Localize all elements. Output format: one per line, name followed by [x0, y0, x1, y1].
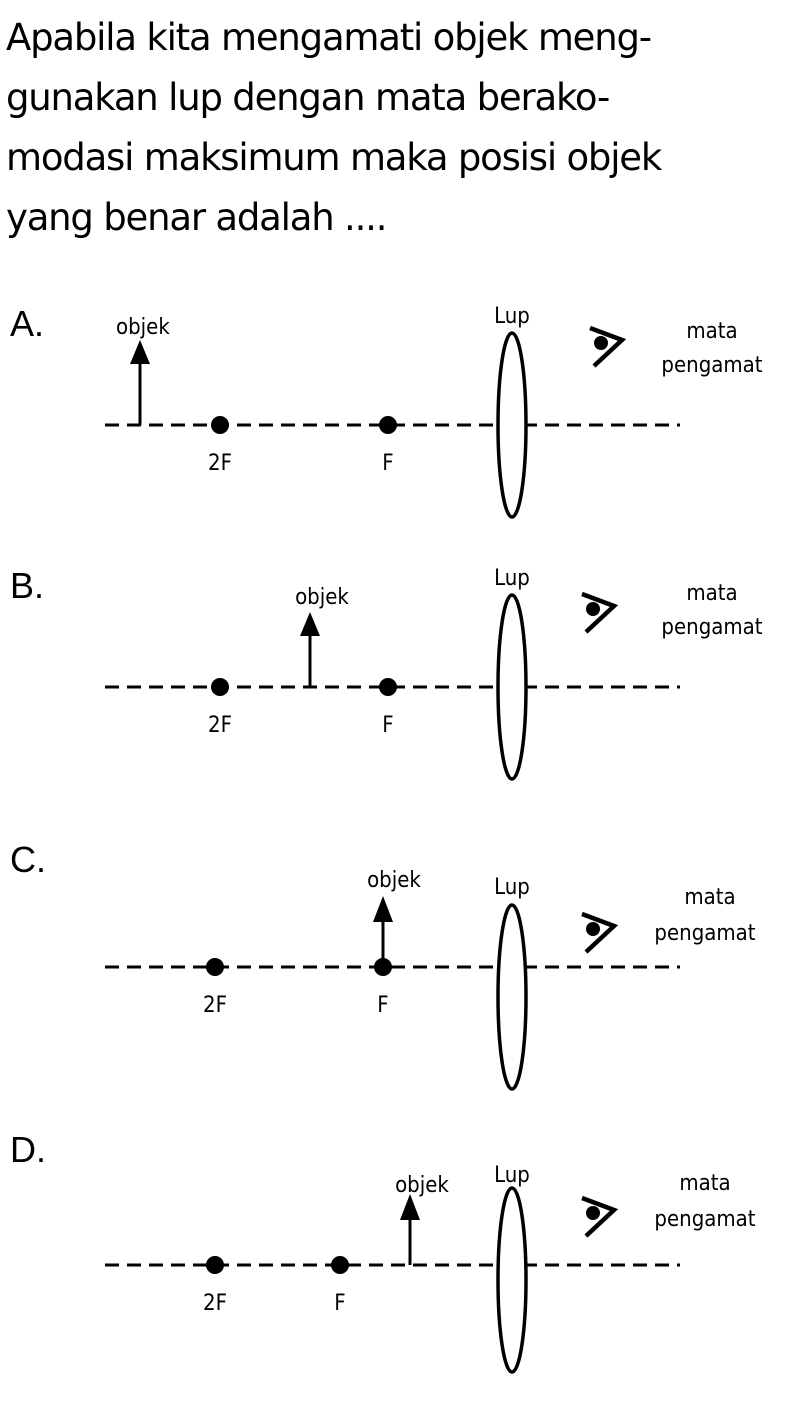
option-letter: D. — [10, 1129, 46, 1170]
focus-2f-point — [211, 416, 229, 434]
focus-2f-label: 2F — [208, 713, 232, 738]
focus-2f-label: 2F — [208, 451, 232, 476]
eye-label-line2: pengamat — [654, 1207, 756, 1232]
eye-icon — [590, 328, 622, 366]
option-a — [0, 290, 800, 570]
diagram-b — [0, 552, 800, 802]
eye-label-line2: pengamat — [654, 921, 756, 946]
lens-label: Lup — [494, 566, 530, 591]
eye-label-line2: pengamat — [661, 615, 763, 640]
lens-label: Lup — [494, 1163, 530, 1188]
focus-f-label: F — [334, 1291, 346, 1316]
focus-2f-point — [206, 1256, 224, 1274]
eye-icon — [582, 914, 614, 952]
object-label: objek — [367, 868, 421, 893]
question-line: gunakan lup dengan mata berako- — [6, 76, 610, 119]
eye-icon — [582, 1198, 614, 1236]
object-label: objek — [395, 1173, 449, 1198]
eye-label-line2: pengamat — [661, 353, 763, 378]
option-d — [0, 1130, 800, 1410]
focus-f-point — [379, 416, 397, 434]
focus-2f-label: 2F — [203, 1291, 227, 1316]
eye-label-line1: mata — [686, 319, 738, 344]
diagram-c — [0, 832, 800, 1082]
object-label: objek — [295, 585, 349, 610]
option-c — [0, 832, 800, 1112]
object-arrow — [130, 340, 150, 425]
question-line: Apabila kita mengamati objek meng- — [6, 16, 651, 59]
lens — [498, 1188, 526, 1372]
option-letter: C. — [10, 839, 46, 880]
focus-f-point — [331, 1256, 349, 1274]
lens — [498, 595, 526, 779]
focus-f-label: F — [377, 993, 389, 1018]
focus-2f-point — [206, 958, 224, 976]
lens — [498, 905, 526, 1089]
option-b — [0, 552, 800, 832]
focus-f-label: F — [382, 451, 394, 476]
focus-f-point — [379, 678, 397, 696]
option-letter: A. — [10, 303, 45, 344]
focus-2f-label: 2F — [203, 993, 227, 1018]
lens — [498, 333, 526, 517]
lens-label: Lup — [494, 875, 530, 900]
focus-f-label: F — [382, 713, 394, 738]
eye-label-line1: mata — [684, 885, 736, 910]
object-label: objek — [116, 315, 170, 340]
object-arrow — [300, 612, 320, 687]
eye-label-line1: mata — [686, 581, 738, 606]
question-line: yang benar adalah .... — [6, 196, 387, 239]
eye-label-line1: mata — [679, 1171, 731, 1196]
focus-2f-point — [211, 678, 229, 696]
diagram-a — [0, 290, 800, 540]
option-letter: B. — [10, 565, 45, 606]
lens-label: Lup — [494, 304, 530, 329]
question-line: modasi maksimum maka posisi objek — [6, 136, 662, 179]
question-text — [6, 8, 796, 248]
diagram-d — [0, 1130, 800, 1400]
eye-icon — [582, 594, 614, 632]
object-arrow — [400, 1194, 420, 1265]
object-arrow — [373, 896, 393, 967]
